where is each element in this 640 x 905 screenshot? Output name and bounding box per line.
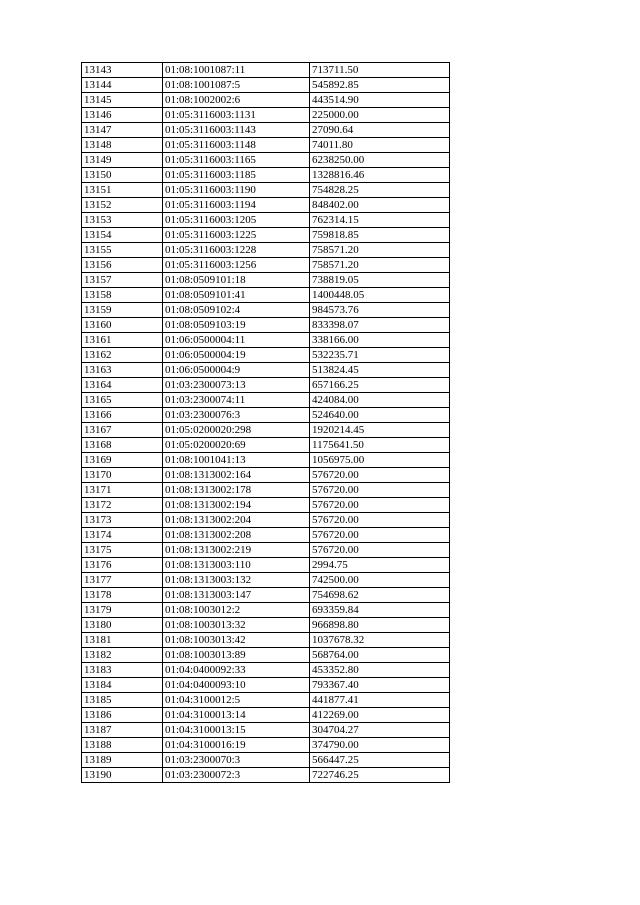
table-row <box>82 468 450 483</box>
row-id-cell: 13163 <box>82 363 163 378</box>
table-row <box>82 573 450 588</box>
row-id-cell: 13161 <box>82 333 163 348</box>
cadastral-number-cell: 01:03:2300070:3 <box>163 753 310 768</box>
cadastral-number-cell: 01:08:1313002:178 <box>163 483 310 498</box>
table-row <box>82 63 450 78</box>
table-row <box>82 438 450 453</box>
table-row <box>82 348 450 363</box>
cadastral-number-cell: 01:08:0509101:41 <box>163 288 310 303</box>
row-id-cell: 13186 <box>82 708 163 723</box>
cadastral-number-cell: 01:06:0500004:9 <box>163 363 310 378</box>
cadastral-number-cell: 01:04:3100012:5 <box>163 693 310 708</box>
row-id-cell: 13157 <box>82 273 163 288</box>
row-id-cell: 13189 <box>82 753 163 768</box>
cadastral-number-cell: 01:08:1001087:5 <box>163 78 310 93</box>
cadastral-number-cell: 01:08:1313002:219 <box>163 543 310 558</box>
amount-cell: 833398.07 <box>310 318 450 333</box>
table-body <box>82 63 450 783</box>
row-id-cell: 13159 <box>82 303 163 318</box>
amount-cell: 722746.25 <box>310 768 450 783</box>
amount-cell: 225000.00 <box>310 108 450 123</box>
row-id-cell: 13144 <box>82 78 163 93</box>
cadastral-number-cell: 01:08:0509102:4 <box>163 303 310 318</box>
cadastral-number-cell: 01:05:3116003:1205 <box>163 213 310 228</box>
table-row <box>82 168 450 183</box>
row-id-cell: 13185 <box>82 693 163 708</box>
table-row <box>82 258 450 273</box>
amount-cell: 758571.20 <box>310 243 450 258</box>
amount-cell: 758571.20 <box>310 258 450 273</box>
cadastral-number-cell: 01:05:3116003:1225 <box>163 228 310 243</box>
table-row <box>82 408 450 423</box>
row-id-cell: 13164 <box>82 378 163 393</box>
table-row <box>82 723 450 738</box>
row-id-cell: 13167 <box>82 423 163 438</box>
table-row <box>82 708 450 723</box>
amount-cell: 576720.00 <box>310 498 450 513</box>
amount-cell: 576720.00 <box>310 483 450 498</box>
amount-cell: 693359.84 <box>310 603 450 618</box>
table-row <box>82 498 450 513</box>
row-id-cell: 13182 <box>82 648 163 663</box>
row-id-cell: 13176 <box>82 558 163 573</box>
cadastral-number-cell: 01:05:3116003:1256 <box>163 258 310 273</box>
table-row <box>82 663 450 678</box>
cadastral-number-cell: 01:08:1003012:2 <box>163 603 310 618</box>
cadastral-number-cell: 01:05:3116003:1131 <box>163 108 310 123</box>
cadastral-number-cell: 01:08:0509103:19 <box>163 318 310 333</box>
amount-cell: 576720.00 <box>310 468 450 483</box>
amount-cell: 966898.80 <box>310 618 450 633</box>
table-row <box>82 138 450 153</box>
row-id-cell: 13183 <box>82 663 163 678</box>
row-id-cell: 13177 <box>82 573 163 588</box>
amount-cell: 532235.71 <box>310 348 450 363</box>
amount-cell: 848402.00 <box>310 198 450 213</box>
data-table <box>81 62 450 783</box>
table-row <box>82 588 450 603</box>
table-row <box>82 333 450 348</box>
row-id-cell: 13170 <box>82 468 163 483</box>
amount-cell: 984573.76 <box>310 303 450 318</box>
table-row <box>82 93 450 108</box>
table-row <box>82 153 450 168</box>
cadastral-number-cell: 01:05:3116003:1185 <box>163 168 310 183</box>
table-row <box>82 648 450 663</box>
cadastral-number-cell: 01:08:1002002:6 <box>163 93 310 108</box>
table-row <box>82 678 450 693</box>
cadastral-number-cell: 01:04:0400093:10 <box>163 678 310 693</box>
amount-cell: 742500.00 <box>310 573 450 588</box>
row-id-cell: 13190 <box>82 768 163 783</box>
row-id-cell: 13178 <box>82 588 163 603</box>
row-id-cell: 13147 <box>82 123 163 138</box>
table-row <box>82 78 450 93</box>
row-id-cell: 13162 <box>82 348 163 363</box>
row-id-cell: 13179 <box>82 603 163 618</box>
table-row <box>82 513 450 528</box>
amount-cell: 27090.64 <box>310 123 450 138</box>
amount-cell: 2994.75 <box>310 558 450 573</box>
cadastral-number-cell: 01:08:1313003:110 <box>163 558 310 573</box>
cadastral-number-cell: 01:08:1313002:194 <box>163 498 310 513</box>
cadastral-number-cell: 01:08:1313002:204 <box>163 513 310 528</box>
amount-cell: 762314.15 <box>310 213 450 228</box>
cadastral-number-cell: 01:05:0200020:69 <box>163 438 310 453</box>
amount-cell: 304704.27 <box>310 723 450 738</box>
amount-cell: 793367.40 <box>310 678 450 693</box>
amount-cell: 754828.25 <box>310 183 450 198</box>
row-id-cell: 13180 <box>82 618 163 633</box>
amount-cell: 568764.00 <box>310 648 450 663</box>
amount-cell: 759818.85 <box>310 228 450 243</box>
table-row <box>82 543 450 558</box>
row-id-cell: 13175 <box>82 543 163 558</box>
amount-cell: 576720.00 <box>310 513 450 528</box>
row-id-cell: 13188 <box>82 738 163 753</box>
amount-cell: 374790.00 <box>310 738 450 753</box>
table-row <box>82 123 450 138</box>
row-id-cell: 13149 <box>82 153 163 168</box>
cadastral-number-cell: 01:08:1313002:208 <box>163 528 310 543</box>
row-id-cell: 13150 <box>82 168 163 183</box>
cadastral-number-cell: 01:08:1003013:42 <box>163 633 310 648</box>
row-id-cell: 13148 <box>82 138 163 153</box>
cadastral-number-cell: 01:05:3116003:1194 <box>163 198 310 213</box>
amount-cell: 513824.45 <box>310 363 450 378</box>
row-id-cell: 13156 <box>82 258 163 273</box>
row-id-cell: 13184 <box>82 678 163 693</box>
amount-cell: 545892.85 <box>310 78 450 93</box>
table-row <box>82 228 450 243</box>
table-row <box>82 768 450 783</box>
amount-cell: 6238250.00 <box>310 153 450 168</box>
row-id-cell: 13166 <box>82 408 163 423</box>
cadastral-number-cell: 01:08:0509101:18 <box>163 273 310 288</box>
row-id-cell: 13154 <box>82 228 163 243</box>
table-row <box>82 483 450 498</box>
cadastral-number-cell: 01:05:0200020:298 <box>163 423 310 438</box>
cadastral-number-cell: 01:04:0400092:33 <box>163 663 310 678</box>
amount-cell: 657166.25 <box>310 378 450 393</box>
row-id-cell: 13146 <box>82 108 163 123</box>
table-row <box>82 693 450 708</box>
amount-cell: 738819.05 <box>310 273 450 288</box>
cadastral-number-cell: 01:08:1001041:13 <box>163 453 310 468</box>
amount-cell: 441877.41 <box>310 693 450 708</box>
table-row <box>82 108 450 123</box>
cadastral-number-cell: 01:08:1003013:32 <box>163 618 310 633</box>
amount-cell: 412269.00 <box>310 708 450 723</box>
table-row <box>82 288 450 303</box>
row-id-cell: 13173 <box>82 513 163 528</box>
amount-cell: 1175641.50 <box>310 438 450 453</box>
row-id-cell: 13153 <box>82 213 163 228</box>
amount-cell: 713711.50 <box>310 63 450 78</box>
row-id-cell: 13169 <box>82 453 163 468</box>
amount-cell: 443514.90 <box>310 93 450 108</box>
cadastral-number-cell: 01:05:3116003:1190 <box>163 183 310 198</box>
row-id-cell: 13172 <box>82 498 163 513</box>
row-id-cell: 13143 <box>82 63 163 78</box>
row-id-cell: 13155 <box>82 243 163 258</box>
row-id-cell: 13187 <box>82 723 163 738</box>
amount-cell: 524640.00 <box>310 408 450 423</box>
row-id-cell: 13160 <box>82 318 163 333</box>
cadastral-number-cell: 01:08:1313003:147 <box>163 588 310 603</box>
table-row <box>82 363 450 378</box>
cadastral-number-cell: 01:04:3100013:15 <box>163 723 310 738</box>
cadastral-number-cell: 01:03:2300073:13 <box>163 378 310 393</box>
table-row <box>82 453 450 468</box>
table-row <box>82 198 450 213</box>
amount-cell: 1328816.46 <box>310 168 450 183</box>
cadastral-number-cell: 01:04:3100013:14 <box>163 708 310 723</box>
cadastral-number-cell: 01:03:2300074:11 <box>163 393 310 408</box>
row-id-cell: 13181 <box>82 633 163 648</box>
amount-cell: 453352.80 <box>310 663 450 678</box>
row-id-cell: 13152 <box>82 198 163 213</box>
amount-cell: 74011.80 <box>310 138 450 153</box>
cadastral-number-cell: 01:08:1003013:89 <box>163 648 310 663</box>
amount-cell: 1920214.45 <box>310 423 450 438</box>
table-row <box>82 303 450 318</box>
table-row <box>82 393 450 408</box>
amount-cell: 1400448.05 <box>310 288 450 303</box>
row-id-cell: 13171 <box>82 483 163 498</box>
table-row <box>82 378 450 393</box>
amount-cell: 338166.00 <box>310 333 450 348</box>
table-row <box>82 273 450 288</box>
table-row <box>82 243 450 258</box>
cadastral-number-cell: 01:05:3116003:1148 <box>163 138 310 153</box>
cadastral-number-cell: 01:08:1313003:132 <box>163 573 310 588</box>
table-row <box>82 183 450 198</box>
row-id-cell: 13174 <box>82 528 163 543</box>
table-row <box>82 603 450 618</box>
cadastral-number-cell: 01:03:2300072:3 <box>163 768 310 783</box>
table-row <box>82 753 450 768</box>
cadastral-number-cell: 01:04:3100016:19 <box>163 738 310 753</box>
table-row <box>82 618 450 633</box>
amount-cell: 1056975.00 <box>310 453 450 468</box>
cadastral-number-cell: 01:05:3116003:1165 <box>163 153 310 168</box>
row-id-cell: 13165 <box>82 393 163 408</box>
amount-cell: 576720.00 <box>310 528 450 543</box>
table-row <box>82 738 450 753</box>
row-id-cell: 13158 <box>82 288 163 303</box>
amount-cell: 1037678.32 <box>310 633 450 648</box>
row-id-cell: 13151 <box>82 183 163 198</box>
amount-cell: 754698.62 <box>310 588 450 603</box>
amount-cell: 566447.25 <box>310 753 450 768</box>
cadastral-number-cell: 01:03:2300076:3 <box>163 408 310 423</box>
cadastral-number-cell: 01:08:1313002:164 <box>163 468 310 483</box>
cadastral-number-cell: 01:05:3116003:1228 <box>163 243 310 258</box>
table-row <box>82 318 450 333</box>
cadastral-number-cell: 01:05:3116003:1143 <box>163 123 310 138</box>
row-id-cell: 13145 <box>82 93 163 108</box>
table-row <box>82 528 450 543</box>
amount-cell: 576720.00 <box>310 543 450 558</box>
amount-cell: 424084.00 <box>310 393 450 408</box>
table-row <box>82 213 450 228</box>
cadastral-number-cell: 01:08:1001087:11 <box>163 63 310 78</box>
cadastral-number-cell: 01:06:0500004:19 <box>163 348 310 363</box>
table-row <box>82 558 450 573</box>
table-row <box>82 633 450 648</box>
row-id-cell: 13168 <box>82 438 163 453</box>
cadastral-number-cell: 01:06:0500004:11 <box>163 333 310 348</box>
table-row <box>82 423 450 438</box>
